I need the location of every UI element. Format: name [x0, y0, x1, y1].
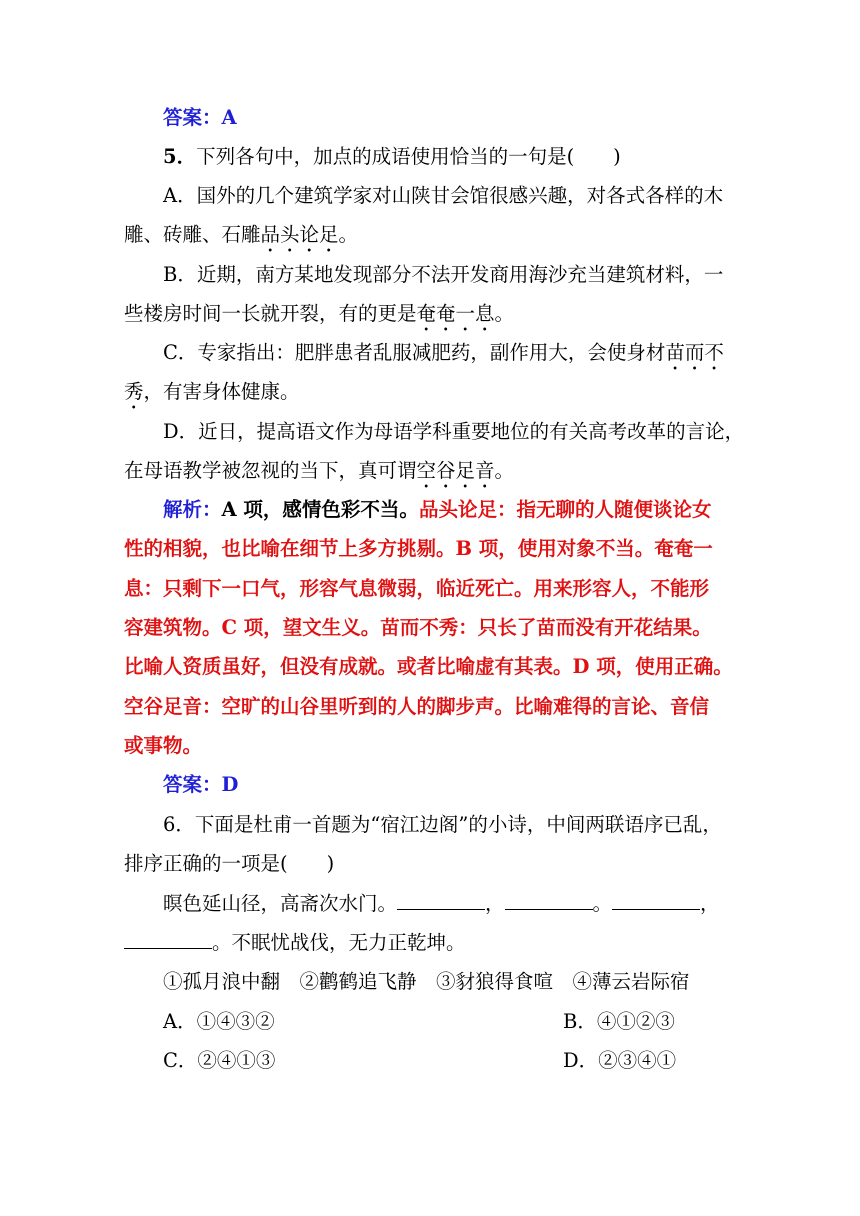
- text: 在母语教学被忽视的当下，真可谓: [124, 459, 417, 482]
- dotted-idiom: 苗而不: [665, 341, 724, 364]
- text: 。不眠忧战伐，无力正乾坤。: [212, 931, 466, 954]
- q5-option-c-line1: [163, 334, 783, 375]
- analysis-line7: 或事物。: [124, 734, 203, 757]
- q5-stem-text: 下列各句中，加点的成语使用恰当的一句是( ): [196, 145, 621, 168]
- text: ，: [700, 892, 720, 915]
- answer-blank: [124, 930, 212, 949]
- text: 。: [494, 459, 515, 482]
- answer-blank: [505, 891, 593, 910]
- answer-blank: [612, 891, 700, 910]
- text: C．专家指出：肥胖患者乱服减肥药，副作用大，会使身材: [163, 341, 666, 364]
- dotted-idiom: 秀: [124, 380, 144, 403]
- text: 雕、砖雕、石雕: [124, 223, 261, 246]
- dotted-idiom: 空谷足音: [416, 459, 495, 482]
- analysis-line3: 息：只剩下一口气，形容气息微弱，临近死亡。用来形容人，不能形: [124, 577, 710, 600]
- q6-choices-row1: [163, 1003, 783, 1041]
- text: 。: [592, 892, 613, 915]
- answer-label: 答案：: [163, 773, 222, 796]
- text: ，: [485, 892, 505, 915]
- text: 品头论足：指无聊的人随便谈论女: [418, 498, 712, 521]
- answer-label: 答案：: [163, 106, 222, 129]
- q6-line-options: ①孤月浪中翻 ②鹳鹤追飞静 ③豺狼得食喧 ④薄云岩际宿: [163, 970, 690, 993]
- choice-d: D．②③④①: [563, 1049, 677, 1072]
- q6-stem-line1: 6．下面是杜甫一首题为“宿江边阁”的小诗，中间两联语序已乱，: [163, 813, 722, 836]
- choice-a: A．①④③②: [163, 1010, 275, 1033]
- q6-poem-line2: [124, 924, 744, 962]
- q5-option-d-line1: D．近日，提高语文作为母语学科重要地位的有关高考改革的言论，: [163, 420, 745, 443]
- q5-number: 5．: [163, 145, 197, 168]
- analysis-line5: 比喻人资质虽好，但没有成就。或者比喻虚有其表。D 项，使用正确。: [124, 655, 733, 678]
- q5-option-a-line1: A．国外的几个建筑学家对山陕甘会馆很感兴趣，对各式各样的木: [163, 184, 724, 207]
- text: A 项，感情色彩不当。: [221, 498, 419, 521]
- answer-value: D: [221, 773, 239, 796]
- answer-value: A: [221, 106, 237, 129]
- answer-line: [163, 766, 783, 804]
- q5-stem: [163, 138, 783, 176]
- q6-choices-row2: [163, 1042, 783, 1080]
- choice-c: C．②④①③: [163, 1049, 276, 1072]
- text: 。: [494, 302, 515, 325]
- q5-option-c-line2: [124, 373, 744, 414]
- text: 些楼房时间一长就开裂，有的更是: [124, 302, 417, 325]
- q5-option-d-line2: [124, 452, 744, 493]
- analysis-label: 解析：: [163, 498, 222, 521]
- q6-stem-line2: 排序正确的一项是( ): [124, 852, 335, 875]
- text: ，有害身体健康。: [143, 380, 300, 403]
- q5-option-a-line2: [124, 216, 744, 257]
- analysis-line2: 性的相貌，也比喻在细节上多方挑剔。B 项，使用对象不当。奄奄一: [124, 537, 713, 560]
- q6-poem-line1: [163, 885, 783, 923]
- text: 暝色延山径，高斋次水门。: [163, 892, 398, 915]
- choice-b: B．④①②③: [563, 1010, 675, 1033]
- answer-blank: [397, 891, 485, 910]
- dotted-idiom: 品头论足: [260, 223, 339, 246]
- q5-option-b-line2: [124, 295, 744, 336]
- text: 。: [338, 223, 359, 246]
- analysis-line1: [163, 491, 783, 529]
- q5-option-b-line1: B．近期，南方某地发现部分不法开发商用海沙充当建筑材料，一: [163, 263, 724, 286]
- analysis-line4: 容建筑物。C 项，望文生义。苗而不秀：只长了苗而没有开花结果。: [124, 616, 712, 639]
- dotted-idiom: 奄奄一息: [416, 302, 495, 325]
- answer-line: [163, 99, 783, 137]
- analysis-line6: 空谷足音：空旷的山谷里听到的人的脚步声。比喻难得的言论、音信: [124, 695, 710, 718]
